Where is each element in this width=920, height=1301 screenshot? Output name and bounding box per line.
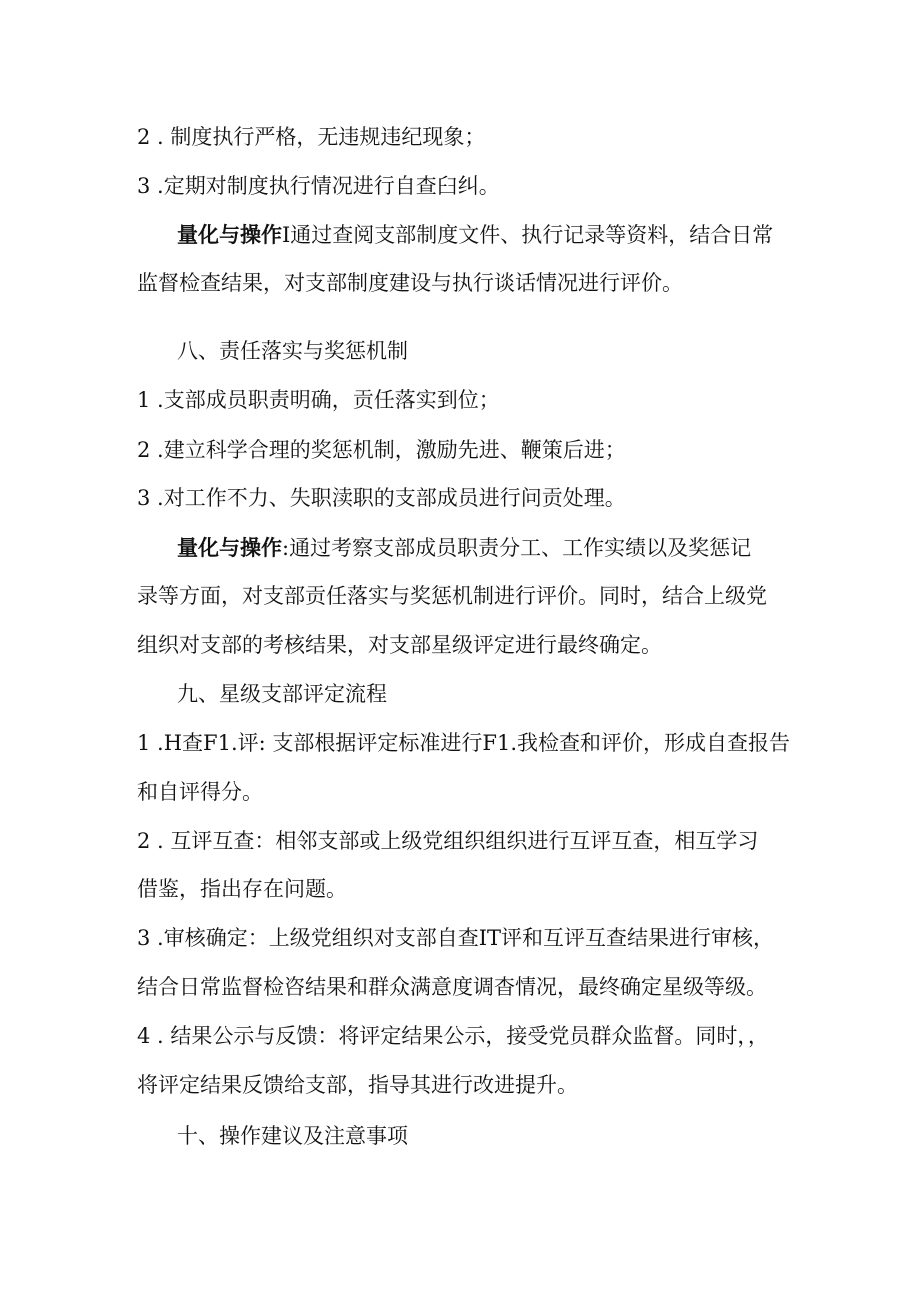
list-item-text: 结合日常监督检咨结果和群众满意度调杳情况，最终确定星级等级。: [137, 975, 767, 999]
paragraph-text: 监督检查结果，对支部制度建设与执行谈话情况进行评价。: [137, 271, 683, 295]
section-heading-text: 九、星级支部评定流程: [177, 682, 387, 706]
list-item: [0, 483, 920, 513]
list-item-text: 2 . 互评互查：相邻支部或上级党组织组织进行互评互查，相互学习: [137, 829, 759, 853]
list-item-text: 将评定结果反馈给支部，指导其进行改进提升。: [137, 1073, 578, 1097]
section-heading: [0, 679, 920, 709]
list-item: [0, 923, 920, 953]
list-item-text: 3 .审核确定：上级党组织对支部自查IT评和互评互查结果进行审核，: [137, 926, 775, 950]
list-item-text: 3 .对工作不力、失职渎职的支部成员进行问贡处理。: [137, 486, 626, 510]
list-item-text: 1 .H查F1.评: 支部根据评定标准进行F1.我检查和评价，形成自查报告: [137, 731, 790, 755]
list-item-text: 1 .支部成员职责明确，贡任落实到位；: [137, 388, 500, 412]
list-item: [0, 385, 920, 415]
paragraph-text: 组织对支部的考核结果，对支部星级评定进行最终确定。: [137, 633, 662, 657]
paragraph-text: [177, 220, 773, 250]
list-item: [0, 826, 920, 856]
list-item-text: 借鉴，指出存在问题。: [137, 877, 347, 901]
quantify-operation-label: 量化与操作: [177, 536, 282, 560]
list-item-continuation: [0, 1070, 920, 1100]
list-item-text: 3 .定期对制度执行情况进行自查臼纠。: [137, 174, 500, 198]
list-item: [0, 728, 920, 758]
paragraph-line: [0, 268, 920, 298]
list-item-continuation: [0, 777, 920, 807]
paragraph-body: :通过考察支部成员职责分工、工作实绩以及奖惩记: [282, 536, 752, 560]
section-heading-text: 八、责任落实与奖惩机制: [177, 339, 408, 363]
list-item-text: 2 . 制度执行严格，无违规违纪现象；: [137, 125, 486, 149]
list-item: [0, 171, 920, 201]
list-item-text: 2 .建立科学合理的奖惩机制，激励先进、鞭策后进；: [137, 438, 626, 462]
quantify-operation-label: 量化与操作: [177, 223, 282, 247]
paragraph-line: [0, 581, 920, 611]
paragraph-text: [177, 533, 751, 563]
list-item-text: 和自评得分。: [137, 780, 263, 804]
paragraph-line: [0, 630, 920, 660]
paragraph-line: [0, 220, 920, 250]
paragraph-text: 录等方面，对支部贡任落实与奖惩机制进行评价。同时，结合上级党: [137, 584, 767, 608]
list-item: [0, 122, 920, 152]
list-item: [0, 435, 920, 465]
list-item-continuation: [0, 874, 920, 904]
list-item-continuation: [0, 972, 920, 1002]
section-heading: [0, 336, 920, 366]
section-heading-text: 十、操作建议及注意事项: [177, 1124, 408, 1148]
paragraph-line: [0, 533, 920, 563]
paragraph-body: I通过查阅支部制度文件、执行记录等资料，结合日常: [282, 223, 774, 247]
section-heading: [0, 1121, 920, 1151]
list-item-text: 4 . 结果公示与反馈：将评定结果公示，接受党员群众监督。同时，，: [137, 1024, 769, 1048]
list-item: [0, 1021, 920, 1051]
